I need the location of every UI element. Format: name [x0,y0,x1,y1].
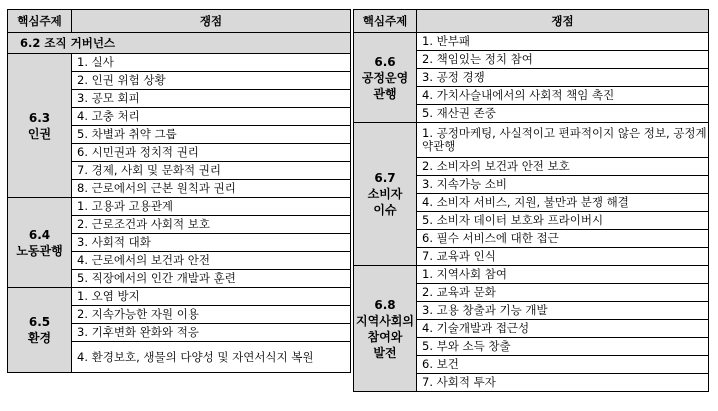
list-item: 5. 차별과 취약 그룹 [72,126,351,144]
list-item: 1. 반부패 [417,33,709,51]
list-item: 4. 환경보호, 생물의 다양성 및 자연서식지 복원 [72,342,351,373]
org-governance-row: 6.2 조직 거버넌스 [8,33,351,54]
list-item: 5. 직장에서의 인간 개발과 훈련 [72,270,351,288]
list-item: 2. 책임있는 정치 참여 [417,51,709,69]
list-item: 3. 공모 회피 [72,90,351,108]
list-item: 4. 근로에서의 보건과 안전 [72,252,351,270]
topic-id: 6.7 [374,171,396,185]
topic-environment [8,288,72,373]
header-core-topic: 핵심주제 [354,10,417,33]
topic-name-line: 참여와 [367,329,403,344]
list-item: 7. 교육과 인식 [417,248,709,266]
list-item: 7. 사회적 투자 [417,374,709,392]
list-item: 4. 고충 처리 [72,108,351,126]
header-core-topic: 핵심주제 [8,10,72,33]
header-issues: 쟁점 [72,10,351,33]
list-item: 3. 공정 경쟁 [417,69,709,87]
list-item: 1. 지역사회 참여 [417,266,709,284]
topic-name: 인권 [27,126,52,141]
list-item: 1. 고용과 고용관계 [72,198,351,216]
list-item: 3. 사회적 대화 [72,234,351,252]
left-table [7,9,351,373]
topic-id: 6.5 [28,315,51,329]
topic-community-involvement [354,266,417,392]
list-item: 1. 오염 방지 [72,288,351,306]
list-item: 4. 기술개발과 접근성 [417,320,709,338]
list-item: 1. 공정마케팅, 사실적이고 편파적이지 않은 정보, 공정계약관행 [417,123,709,158]
list-item: 6. 보건 [417,356,709,374]
list-item: 4. 가치사슬내에서의 사회적 책임 촉진 [417,87,709,105]
list-item: 3. 기후변화 완화와 적응 [72,324,351,342]
list-item: 7. 경제, 사회 및 문화적 권리 [72,162,351,180]
topic-name: 환경 [27,331,52,345]
topic-consumer-issues [354,123,417,266]
topic-name-line: 소비자 [367,187,403,201]
list-item: 2. 근로조건과 사회적 보호 [72,216,351,234]
list-item: 5. 부와 소득 창출 [417,338,709,356]
topic-labour-practices [8,198,72,288]
right-table [353,9,709,392]
list-item: 2. 소비자의 보건과 안전 보호 [417,158,709,176]
topic-name-line: 공정운영 [361,70,409,85]
topic-name-line: 관행 [373,86,397,101]
list-item: 2. 교육과 문화 [417,284,709,302]
list-item: 4. 소비자 서비스, 지원, 불만과 분쟁 해결 [417,194,709,212]
topic-name-line: 지역사회의 [356,313,414,328]
topic-human-rights [8,54,72,198]
topic-id: 6.3 [28,110,51,125]
topic-id: 6.8 [374,297,396,312]
topic-fair-operating-practices [354,33,417,123]
topic-name: 노동관행 [16,243,63,258]
topic-id: 6.6 [374,54,396,69]
list-item: 5. 재산권 존중 [417,105,709,123]
list-item: 8. 근로에서의 근본 원칙과 권리 [72,180,351,198]
header-issues: 쟁점 [417,10,709,33]
list-item: 3. 지속가능 소비 [417,176,709,194]
list-item: 5. 소비자 데이터 보호와 프라이버시 [417,212,709,230]
topic-name-line: 이슈 [373,203,397,217]
topic-name-line: 발전 [373,345,397,360]
topic-id: 6.4 [28,227,51,242]
list-item: 3. 고용 창출과 기능 개발 [417,302,709,320]
list-item: 2. 인권 위험 상황 [72,72,351,90]
list-item: 6. 필수 서비스에 대한 접근 [417,230,709,248]
list-item: 1. 실사 [72,54,351,72]
list-item: 2. 지속가능한 자원 이용 [72,306,351,324]
list-item: 6. 시민권과 정치적 권리 [72,144,351,162]
